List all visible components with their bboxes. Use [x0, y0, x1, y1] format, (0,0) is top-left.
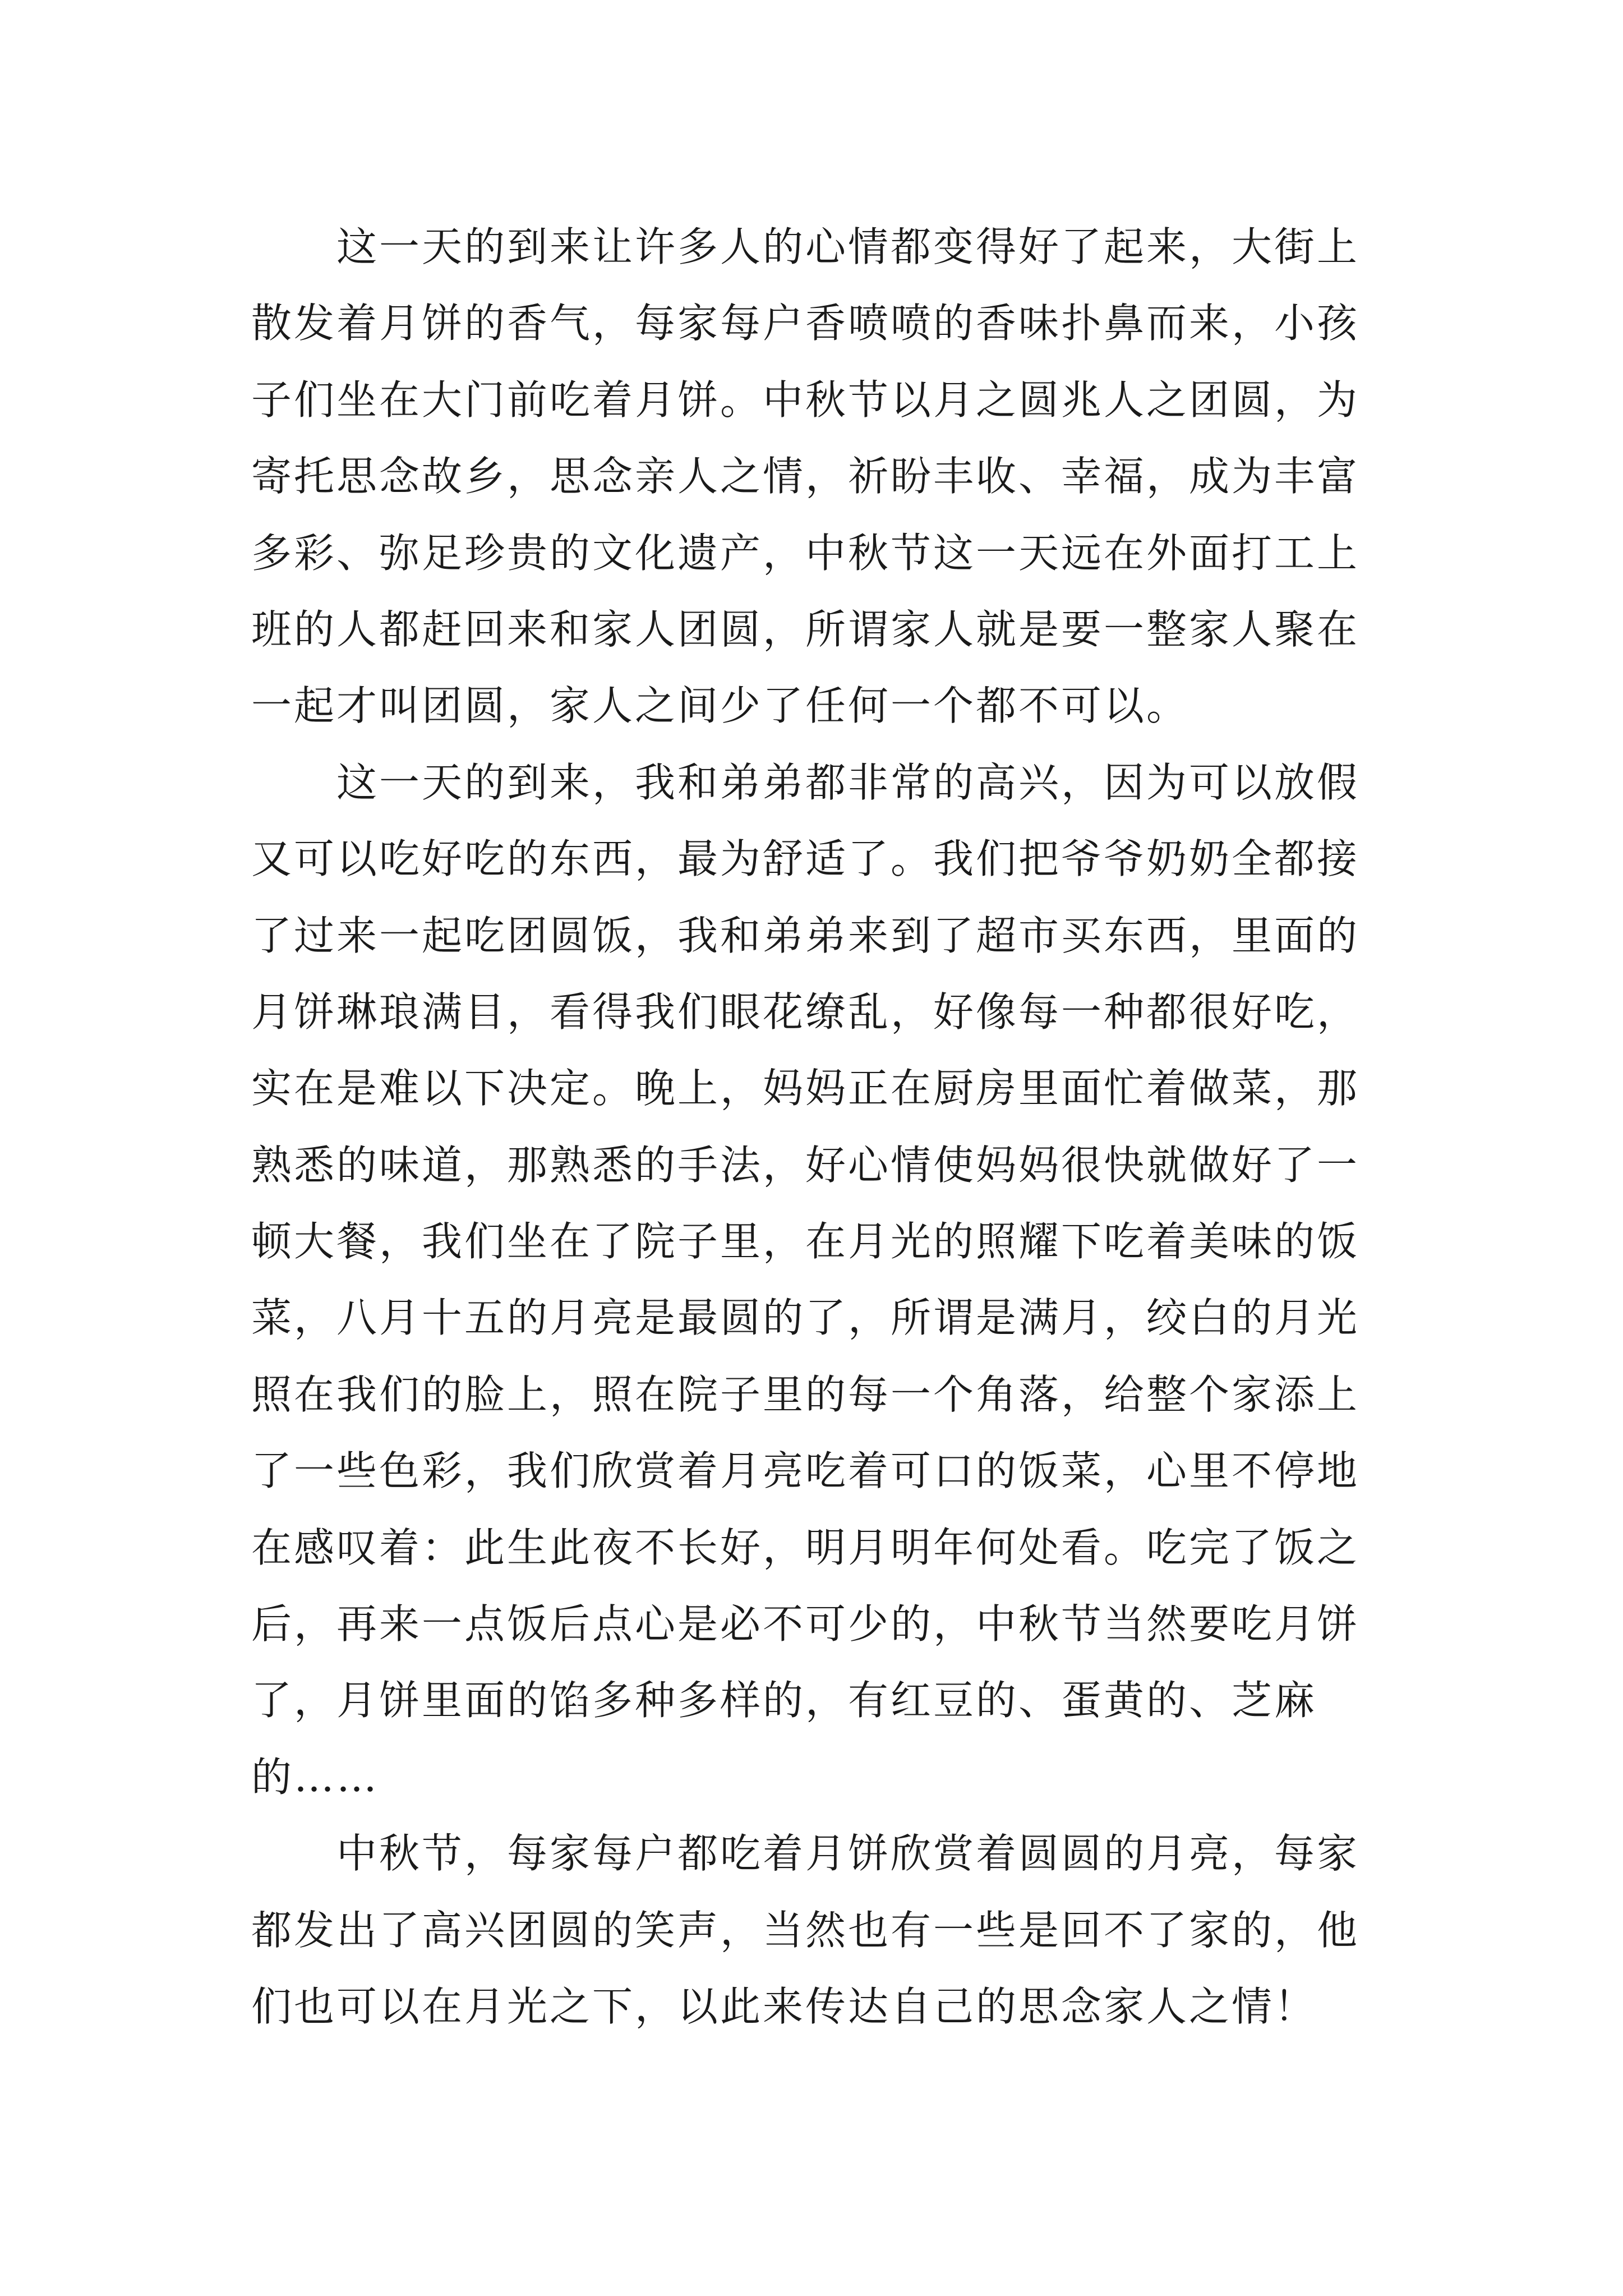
paragraph-line: 顿大餐，我们坐在了院子里，在月光的照耀下吃着美味的饭: [251, 1218, 1360, 1266]
paragraph-line: 菜，八月十五的月亮是最圆的了，所谓是满月，绞白的月光: [251, 1294, 1360, 1342]
paragraph-line: 熟悉的味道，那熟悉的手法，好心情使妈妈很快就做好了一: [251, 1141, 1360, 1189]
paragraph-line: 一起才叫团圆，家人之间少了任何一个都不可以。: [251, 682, 1189, 730]
paragraph-line: 散发着月饼的香气，每家每户香喷喷的香味扑鼻而来，小孩: [251, 300, 1360, 347]
document-body: [251, 209, 1384, 2045]
paragraph-line: 这一天的到来让许多人的心情都变得好了起来，大街上: [336, 223, 1360, 270]
paragraph-line: 这一天的到来，我和弟弟都非常的高兴，因为可以放假: [336, 758, 1360, 806]
paragraph-line: 子们坐在大门前吃着月饼。中秋节以月之圆兆人之团圆，为: [251, 376, 1360, 424]
paragraph-line: 的……: [251, 1753, 380, 1801]
paragraph-line: 月饼琳琅满目，看得我们眼花缭乱，好像每一种都很好吃，: [251, 988, 1360, 1036]
paragraph-1: [251, 209, 1384, 744]
paragraph-line: 们也可以在月光之下，以此来传达自己的思念家人之情！: [251, 1982, 1317, 2030]
paragraph-line: 在感叹着：此生此夜不长好，明月明年何处看。吃完了饭之: [251, 1524, 1360, 1571]
paragraph-line: 照在我们的脸上，照在院子里的每一个角落，给整个家添上: [251, 1370, 1360, 1418]
paragraph-line: 后，再来一点饭后点心是必不可少的，中秋节当然要吃月饼: [251, 1600, 1360, 1648]
paragraph-3: [251, 1815, 1384, 2045]
paragraph-line: 又可以吃好吃的东西，最为舒适了。我们把爷爷奶奶全都接: [251, 835, 1360, 883]
paragraph-line: 了过来一起吃团圆饭，我和弟弟来到了超市买东西，里面的: [251, 912, 1360, 959]
paragraph-2: [251, 744, 1384, 1815]
paragraph-line: 实在是难以下决定。晚上，妈妈正在厨房里面忙着做菜，那: [251, 1065, 1360, 1112]
paragraph-line: 多彩、弥足珍贵的文化遗产，中秋节这一天远在外面打工上: [251, 529, 1360, 577]
paragraph-line: 班的人都赶回来和家人团圆，所谓家人就是要一整家人聚在: [251, 605, 1360, 653]
paragraph-line: 了，月饼里面的馅多种多样的，有红豆的、蛋黄的、芝麻: [251, 1677, 1317, 1724]
paragraph-line: 都发出了高兴团圆的笑声，当然也有一些是回不了家的，他: [251, 1906, 1360, 1954]
paragraph-line: 中秋节，每家每户都吃着月饼欣赏着圆圆的月亮，每家: [336, 1830, 1360, 1878]
paragraph-line: 了一些色彩，我们欣赏着月亮吃着可口的饭菜，心里不停地: [251, 1447, 1360, 1495]
paragraph-line: 寄托思念故乡，思念亲人之情，祈盼丰收、幸福，成为丰富: [251, 453, 1360, 500]
